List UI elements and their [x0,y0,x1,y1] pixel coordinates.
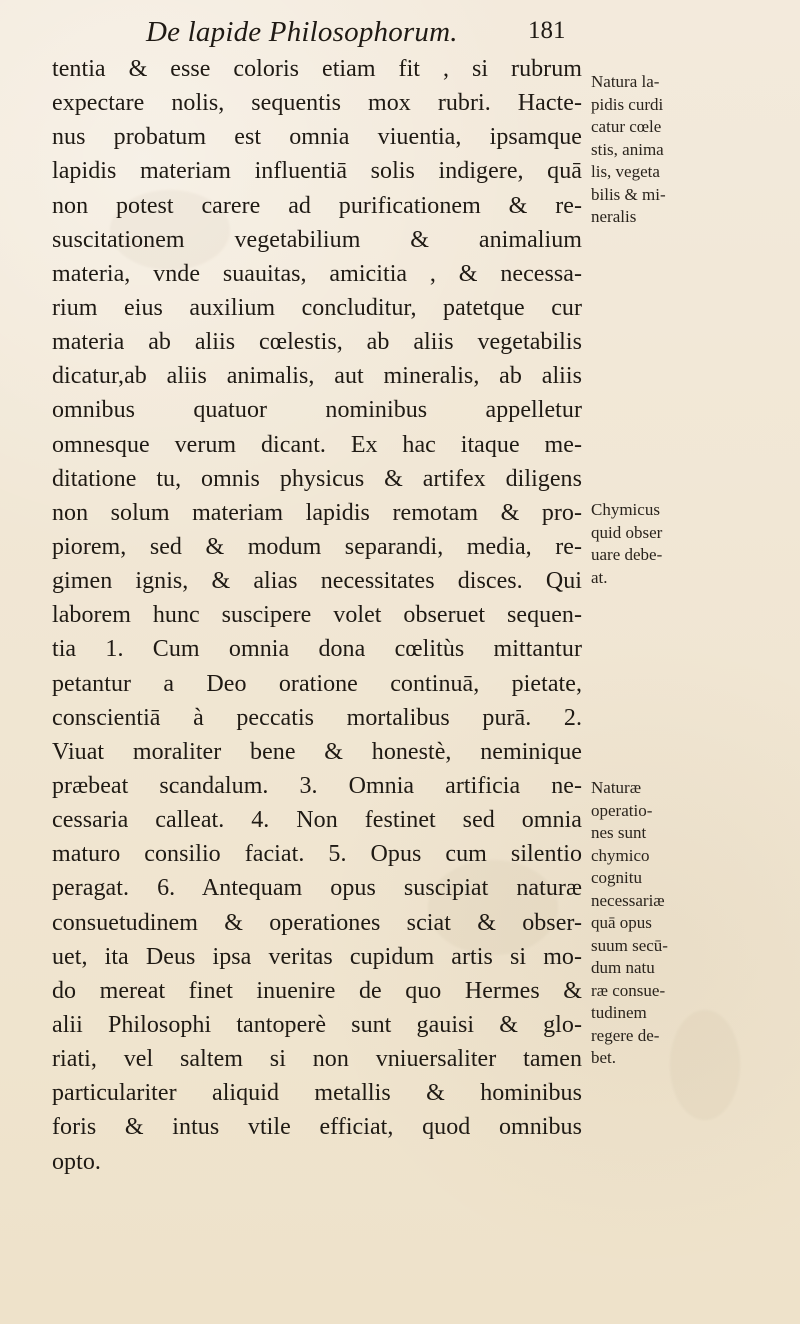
main-text-line: cessaria calleat. 4. Non festinet sed omnia [52,807,582,834]
main-text-line: Viuat moraliter bene & honestè, neminique [52,738,582,765]
margin-note-line: necessariæ [591,890,665,910]
margin-note-line: neralis [591,207,637,226]
main-text-line: opto. [52,1148,101,1175]
main-text-line: tia 1. Cum omnia dona cœlitùs mittantur [52,636,582,663]
main-text-line: laborem hunc suscipere volet obseruet sequen- [52,602,582,629]
margin-note-line: bet. [591,1048,617,1067]
main-text-line: materia ab aliis cœlestis, ab aliis vegetabilis [52,329,582,356]
main-text-line: tentia & esse coloris etiam fit , si rubrum [52,56,582,82]
main-text-line: do mereat finet inuenire de quo Hermes & [52,977,582,1004]
margin-note-line: suum secū- [591,935,668,955]
main-text-line: lapidis materiam influentiā solis indigere, quā [52,158,582,185]
main-text-line: piorem, sed & modum separandi, media, re- [52,533,582,560]
page-number: 181 [528,17,566,44]
main-text-line: suscitationem vegetabilium & animalium [52,226,582,253]
main-text-line: foris & intus vtile efficiat, quod omnibus [52,1114,582,1141]
main-text-line: ditatione tu, omnis physicus & artifex diligens [52,465,582,492]
main-text-line: particulariter aliquid metallis & hominibus [52,1080,582,1107]
main-text-line: alii Philosophi tantoperè sunt gauisi & glo- [52,1011,582,1038]
margin-note-line: regere de- [591,1025,660,1045]
margin-note-line: lis, vegeta [591,162,660,181]
margin-note-line: dum natu [591,958,655,977]
margin-note [591,71,709,229]
main-text-line: rium eius auxilium concluditur, patetque cur [52,294,582,321]
margin-note [591,777,709,1070]
margin-note-line: Chymicus [591,500,660,519]
main-text-line: materia, vnde suauitas, amicitia , & necessa- [52,260,582,287]
main-text-line: consuetudinem & operationes sciat & obser- [52,909,582,936]
margin-note-line: tudinem [591,1003,647,1022]
main-text-line: nus probatum est omnia viuentia, ipsamque [52,124,582,151]
main-text-line: omnibus quatuor nominibus appelletur [52,397,582,424]
main-text-line: conscientiā à peccatis mortalibus purā. 2. [52,704,582,731]
main-text-line: riati, vel saltem si non vniuersaliter tamen [52,1046,582,1073]
main-text-line: non solum materiam lapidis remotam & pro- [52,499,582,526]
margin-note-line: bilis & mi- [591,184,666,204]
margin-note-line: chymico [591,845,650,865]
margin-note-line: cognitu [591,868,642,887]
margin-note-line: pidis curdi [591,94,664,114]
running-title: De lapide Philosophorum. [146,16,458,48]
margin-note-line: ræ consue- [591,980,666,1000]
main-text-line: maturo consilio faciat. 5. Opus cum silentio [52,841,582,868]
margin-note-line: operatio- [591,800,653,820]
main-text-line: peragat. 6. Antequam opus suscipiat naturæ [52,875,582,902]
margin-note [591,499,709,589]
main-text-line: petantur a Deo oratione continuā, pietate, [52,670,582,697]
margin-note-line: Natura la- [591,72,660,91]
page-header [0,12,800,52]
margin-note-line: nes sunt [591,823,647,842]
main-text-line: uet, ita Deus ipsa veritas cupidum artis si mo- [52,943,582,970]
margin-note-line: stis, anima [591,139,664,159]
margin-note-line: quid obser [591,522,663,542]
margin-note-line: catur cœle [591,117,662,136]
main-text-column [52,52,582,1179]
margin-note-line: Naturæ [591,778,642,797]
main-text-line: expectare nolis, sequentis mox rubri. Hacte- [52,90,582,117]
main-text-line: omnesque verum dicant. Ex hac itaque me- [52,431,582,458]
main-text-line: gimen ignis, & alias necessitates disces. Qui [52,568,582,595]
main-text-line: non potest carere ad purificationem & re- [52,192,582,219]
margin-note-line: quā opus [591,913,652,932]
margin-note-line: uare debe- [591,545,663,564]
main-text-line: præbeat scandalum. 3. Omnia artificia ne- [52,772,582,799]
margin-note-line: at. [591,567,608,587]
main-text-line: dicatur,ab aliis animalis, aut mineralis, ab aliis [52,363,582,390]
